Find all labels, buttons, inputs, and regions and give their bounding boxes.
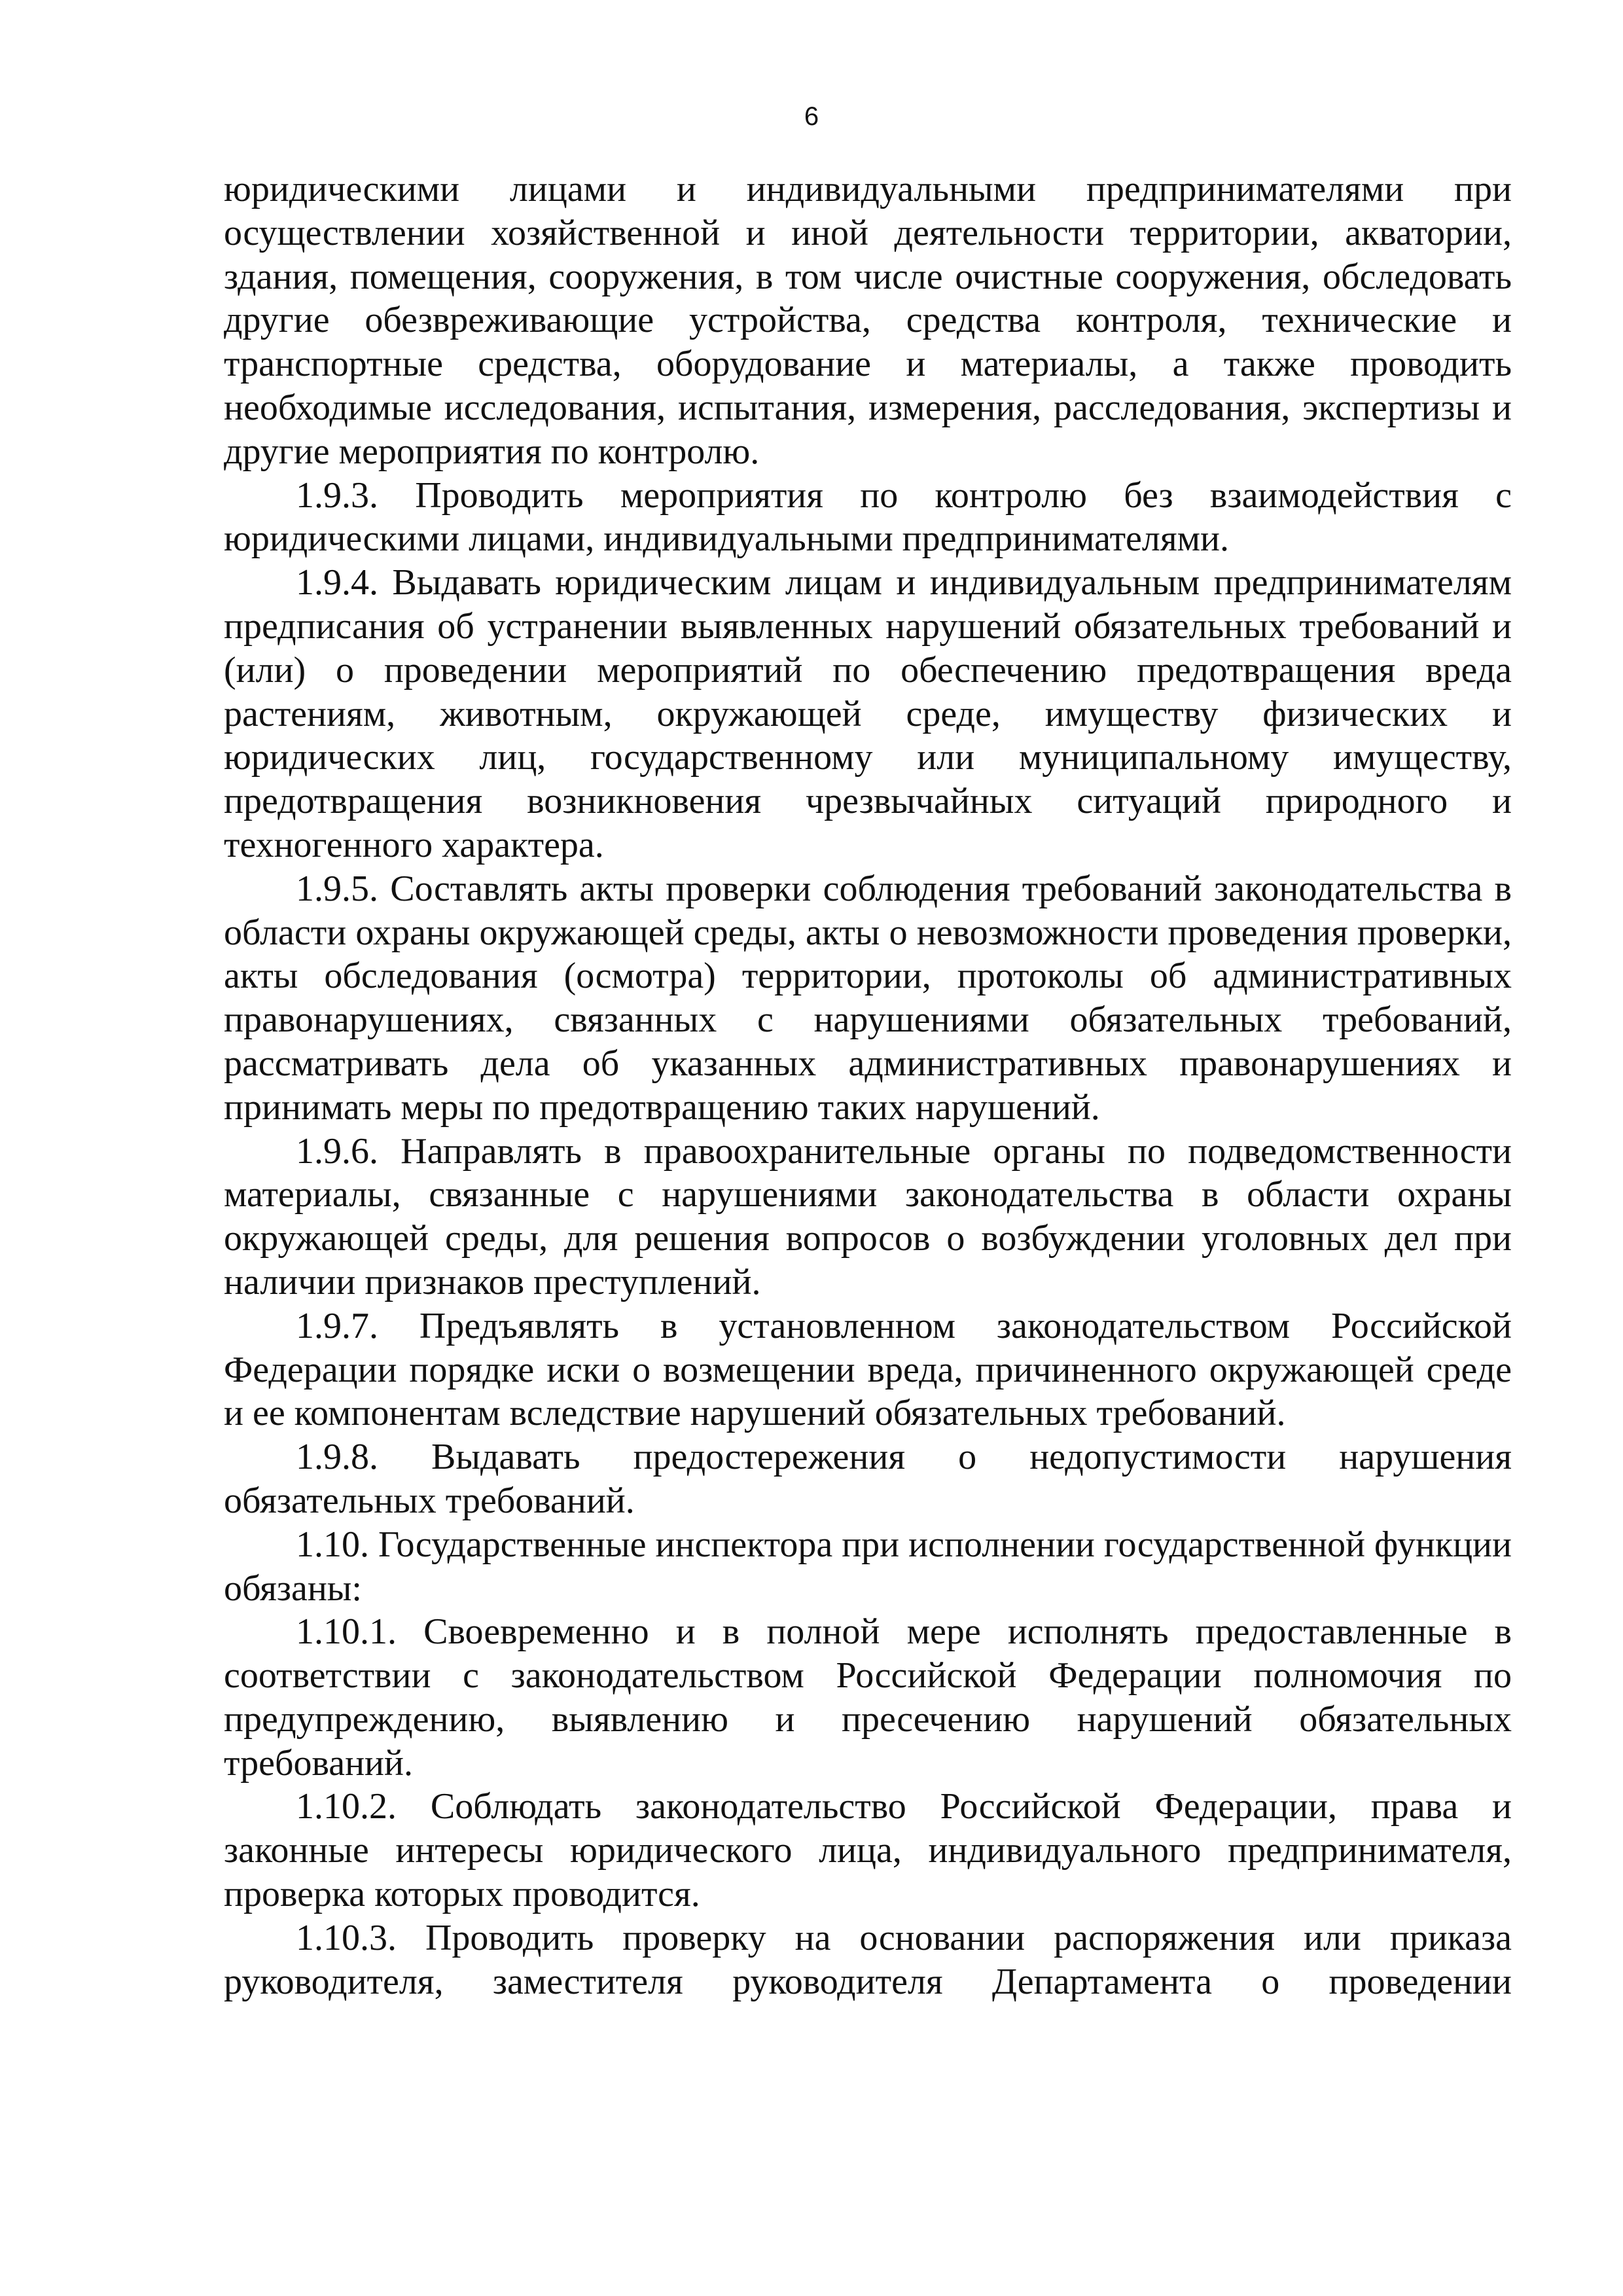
paragraph-1-9-5: 1.9.5. Составлять акты проверки соблюдения требований законодательства в области охраны окружающей среды, акты о невозможности проведения проверки, акты обследования (осмотра) территории, протоколы об административных правонарушениях, связанных с нарушениями обязательных требований, рассматривать дела об указанных административных правонарушениях и принимать меры по предотвращению таких нарушений. — [224, 868, 1512, 1128]
paragraph-1-10: 1.10. Государственные инспектора при исполнении государственной функции обязаны: — [224, 1524, 1512, 1609]
paragraph-1-9-6: 1.9.6. Направлять в правоохранительные органы по подведомственности материалы, связанные с нарушениями законодательства в области охраны окружающей среды, для решения вопросов о возбуждении уголовных дел при наличии признаков преступлений. — [224, 1130, 1512, 1302]
document-body — [224, 168, 1512, 2003]
paragraph-1-10-1: 1.10.1. Своевременно и в полной мере исполнять предоставленные в соответствии с законодательством Российской Федерации полномочия по предупреждению, выявлению и пресечению нарушений обязательных требований. — [224, 1611, 1512, 1784]
page-number: 6 — [804, 102, 819, 131]
paragraph-1-9-3: 1.9.3. Проводить мероприятия по контролю без взаимодействия с юридическими лицами, индивидуальными предпринимателями. — [224, 475, 1512, 560]
paragraph-1-9-8: 1.9.8. Выдавать предостережения о недопустимости нарушения обязательных требований. — [224, 1437, 1512, 1521]
paragraph-1-9-4: 1.9.4. Выдавать юридическим лицам и индивидуальным предпринимателям предписания об устранении выявленных нарушений обязательных требований и (или) о проведении мероприятий по обеспечению предотвращения вреда растениям, животным, окружающей среде, имуществу физических и юридических лиц, государственному или муниципальному имуществу, предотвращения возникновения чрезвычайных ситуаций природного и техногенного характера. — [224, 562, 1512, 865]
paragraph-1-10-2: 1.10.2. Соблюдать законодательство Российской Федерации, права и законные интересы юридического лица, индивидуального предпринимателя, проверка которых проводится. — [224, 1786, 1512, 1915]
paragraph-1-10-3: 1.10.3. Проводить проверку на основании распоряжения или приказа руководителя, заместителя руководителя Департамента о проведении — [224, 1917, 1512, 2002]
paragraph-continuation: юридическими лицами и индивидуальными предпринимателями при осуществлении хозяйственной и иной деятельности территории, акватории, здания, помещения, сооружения, в том числе очистные сооружения, обследовать другие обезвреживающие устройства, средства контроля, технические и транспортные средства, оборудование и материалы, а также проводить необходимые исследования, испытания, измерения, расследования, экспертизы и другие мероприятия по контролю. — [224, 169, 1512, 472]
paragraph-1-9-7: 1.9.7. Предъявлять в установленном законодательством Российской Федерации порядке иски о возмещении вреда, причиненного окружающей среде и ее компонентам вследствие нарушений обязательных требований. — [224, 1305, 1512, 1434]
